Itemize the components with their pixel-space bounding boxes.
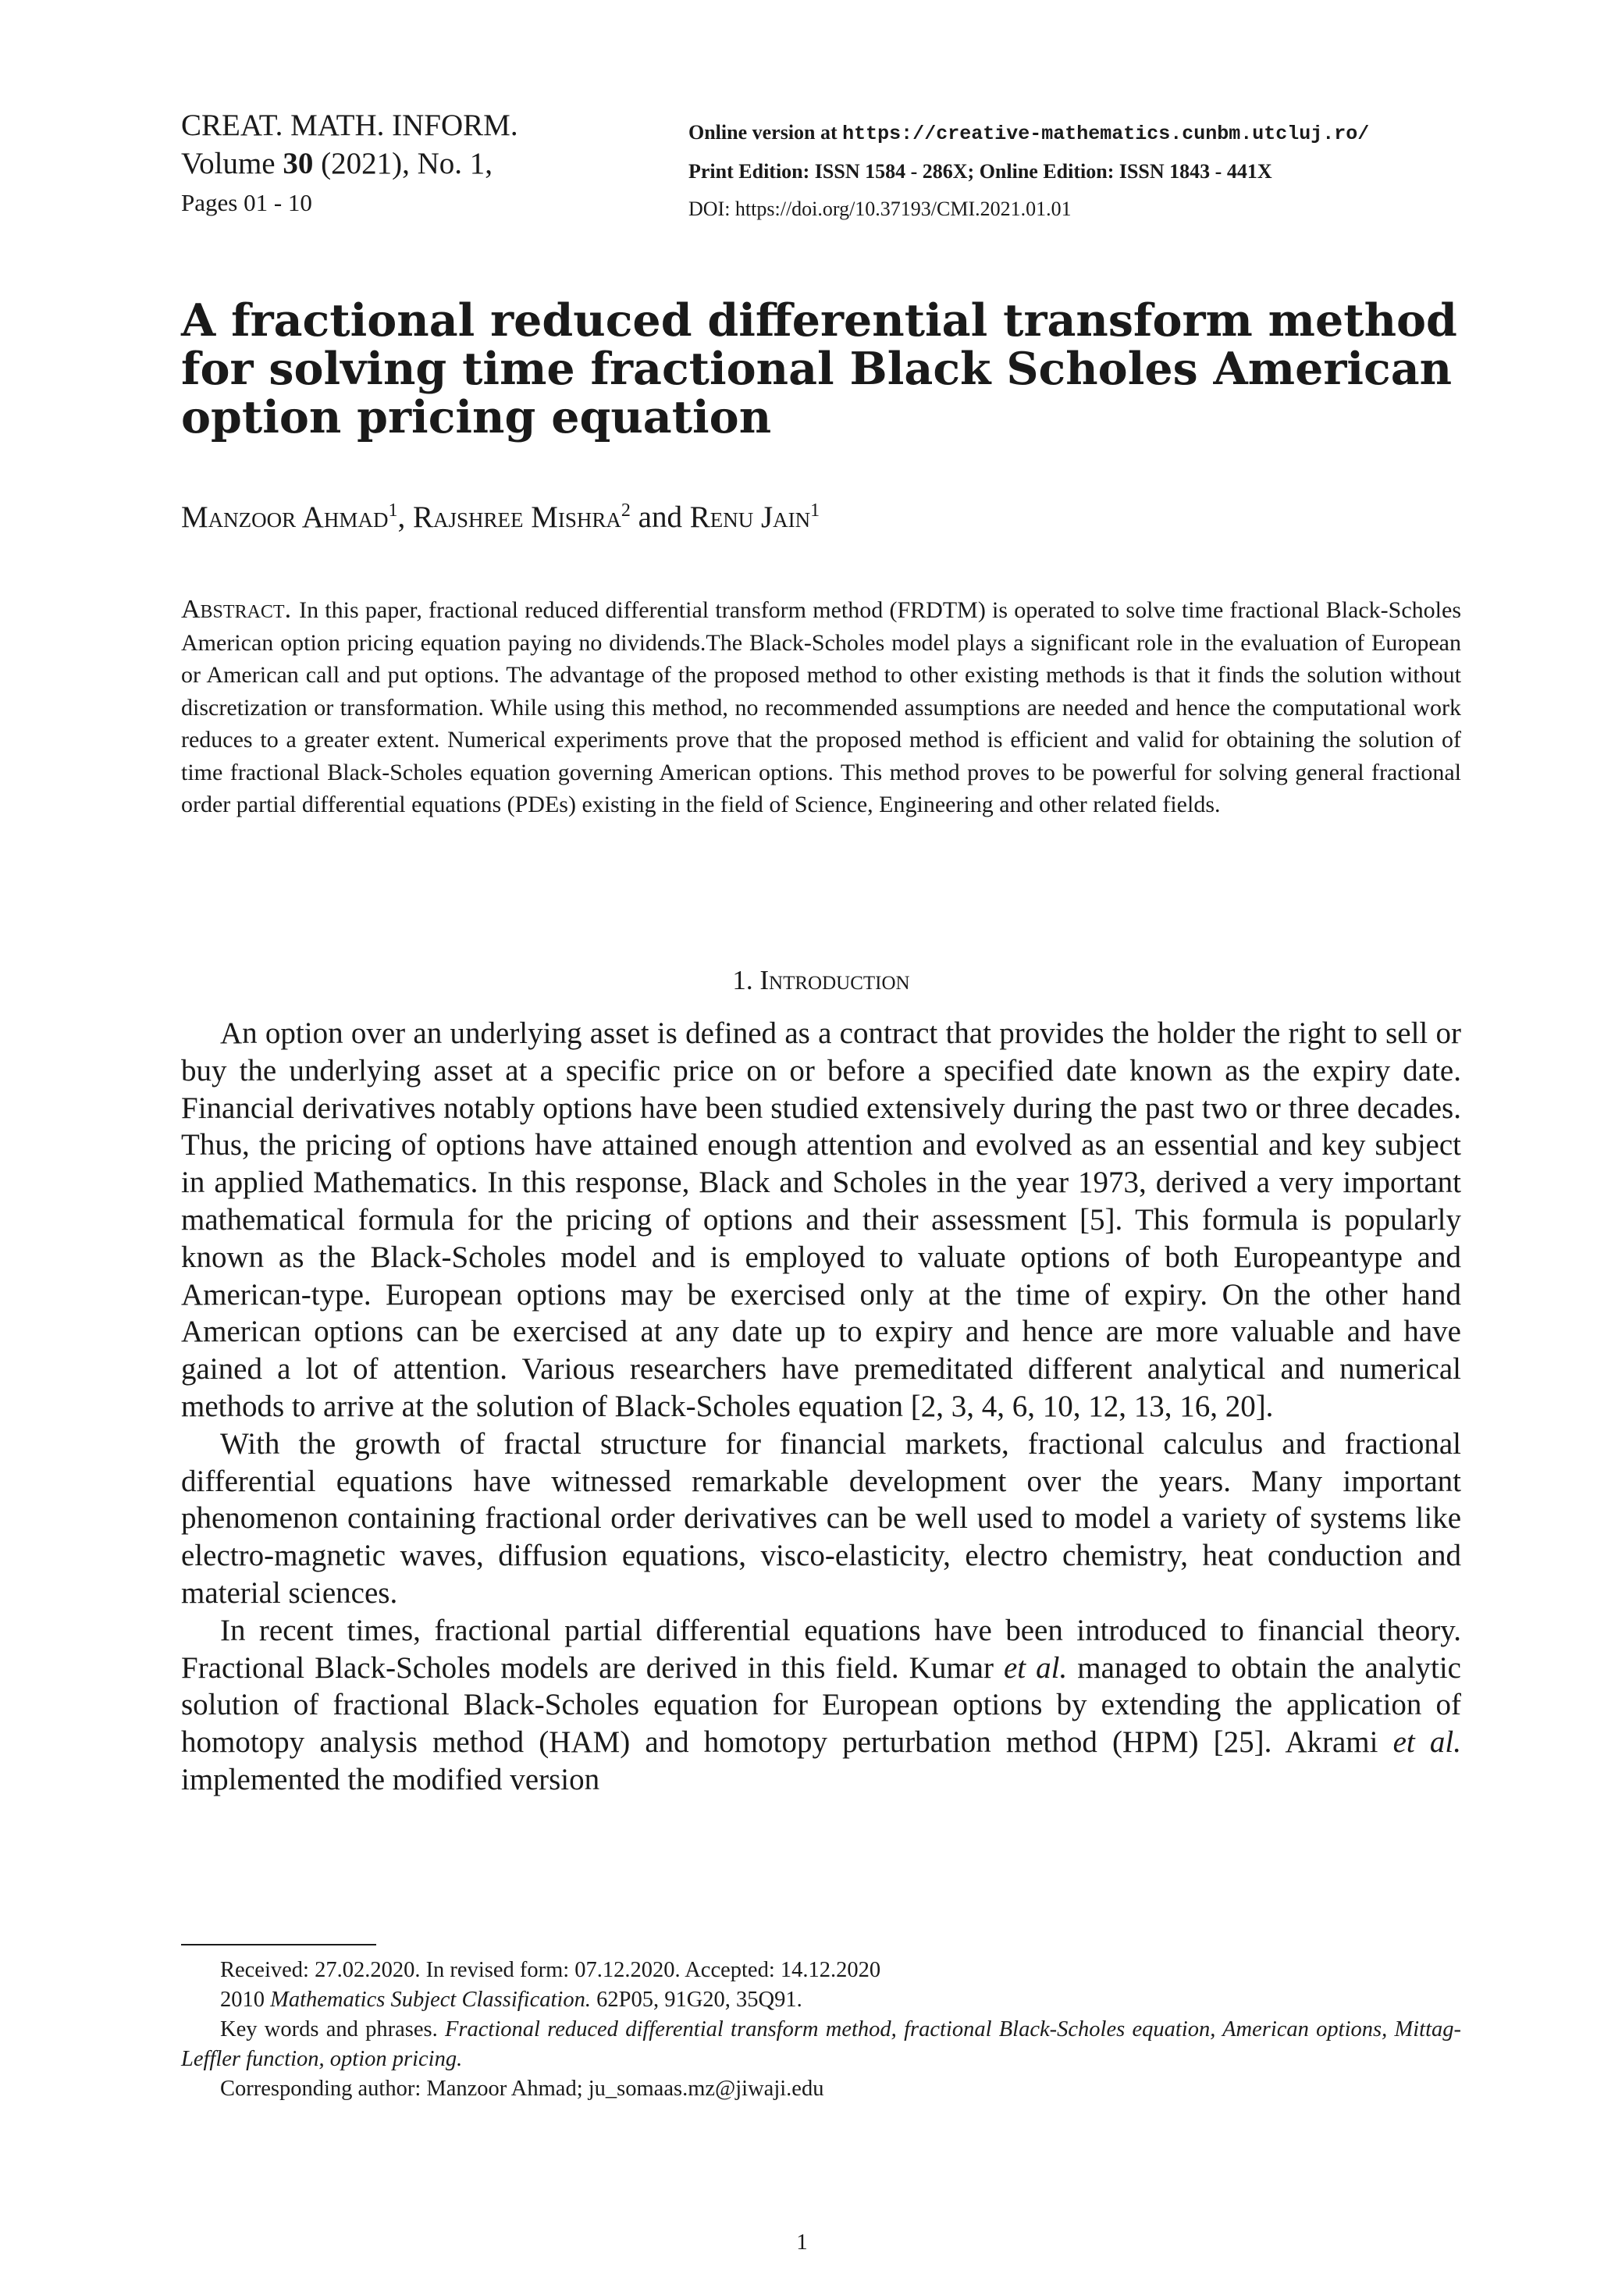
page-number: 1 xyxy=(796,2230,808,2255)
online-version-line: Online version at https://creative-mathematics.cunbm.utcluj.ro/ xyxy=(688,121,1370,145)
received-dates: Received: 27.02.2020. In revised form: 07.12.2020. Accepted: 14.12.2020 xyxy=(220,1958,881,1982)
body-paragraph: An option over an underlying asset is defined as a contract that provides the holder the right to sell or buy the underlying asset at a specific price on or before a specified date known as the expiry date. Financial derivatives notably options have been studied extensively during the past two or three decades. Thus, the pricing of options have attained enough attention and evolved as an essential and key subject in applied Mathematics. In this response, Black and Scholes in the year 1973, derived a very important mathematical formula for the pricing of options and their assessment [5]. This formula is popularly known as the Black-Scholes model and is employed to valuate options of both Europeantype and American-type. European options may be exercised only at the time of expiry. On the other hand American options can be exercised at any date up to expiry and hence are more valuable and have gained a lot of attention. Various researchers have premeditated different analytical and numerical methods to arrive at the solution of Black-Scholes equation [2, 3, 4, 6, 10, 12, 13, 16, 20]. xyxy=(181,1016,1461,1423)
volume-number: 30 xyxy=(283,147,314,180)
abstract-label: Abstract. xyxy=(181,595,292,624)
journal-pages: Pages 01 - 10 xyxy=(181,189,312,216)
journal-header xyxy=(181,106,1477,231)
footnotes xyxy=(181,1956,1461,2104)
footnote-divider xyxy=(181,1944,376,1945)
section-title: Introduction xyxy=(759,965,910,995)
author-name: Rajshree Mishra xyxy=(412,500,621,534)
author-name: Manzoor Ahmad xyxy=(181,500,389,534)
body-paragraph: With the growth of fractal structure for financial markets, fractional calculus and fractional differential equations have witnessed remarkable development over the years. Many important phenomenon containing fractional order derivatives can be well used to model a variety of systems like electro-magnetic waves, diffusion equations, visco-elasticity, electro chemistry, heat conduction and material sciences. xyxy=(181,1426,1461,1610)
journal-publication-info xyxy=(688,114,1485,228)
abstract-text: In this paper, fractional reduced differential transform method (FRDTM) is operated to solve time fractional Black-Scholes American option pricing equation paying no dividends.The Black-Scholes model plays a significant role in the evaluation of European or American call and put options. The advantage of the proposed method to other existing methods is that it finds the solution without discretization or transformation. While using this method, no recommended assumptions are needed and hence the computational work reduces to a greater extent. Numerical experiments prove that the proposed method is efficient and valid for obtaining the solution of time fractional Black-Scholes equation governing American options. This method proves to be powerful for solving general fractional order partial differential equations (PDEs) existing in the field of Science, Engineering and other related fields. xyxy=(181,597,1461,817)
author-affiliation: 1 xyxy=(388,500,398,521)
journal-citation xyxy=(181,106,518,223)
online-url-link[interactable]: https://creative-mathematics.cunbm.utcluj.ro/ xyxy=(842,123,1370,145)
keywords: Key words and phrases. Fractional reduced differential transform method, fractional Black-Scholes equation, American options, Mittag-Leffler function, option pricing. xyxy=(181,2017,1461,2071)
author-affiliation: 1 xyxy=(810,500,820,521)
corresponding-author: Corresponding author: Manzoor Ahmad; ju_somaas.mz@jiwaji.edu xyxy=(220,2077,824,2101)
body-paragraph: In recent times, fractional partial differential equations have been introduced to financial theory. Fractional Black-Scholes models are derived in this field. Kumar et al. managed to obtain the analytic solution of fractional Black-Scholes equation for European options by extending the application of homotopy analysis method (HAM) and homotopy perturbation method (HPM) [25]. Akrami et al. implemented the modified version xyxy=(181,1613,1461,1796)
paper-title: A fractional reduced differential transform method for solving time fractional Black Scholes American option pricing equation xyxy=(181,294,1457,443)
journal-volume: Volume 30 (2021), No. 1, xyxy=(181,147,493,180)
body-text xyxy=(181,1015,1461,1799)
section-number: 1. xyxy=(732,965,753,995)
author-name: Renu Jain xyxy=(689,500,811,534)
msc-classification: 2010 Mathematics Subject Classification. 62P05, 91G20, 35Q91. xyxy=(220,1988,802,2012)
section-heading xyxy=(181,963,1461,998)
abstract xyxy=(181,593,1461,821)
issn-line: Print Edition: ISSN 1584 - 286X; Online Edition: ISSN 1843 - 441X xyxy=(688,160,1272,183)
journal-name: CREAT. MATH. INFORM. xyxy=(181,109,518,142)
author-list: Manzoor Ahmad$^1$, Rajshree Mishra$^2$ and Renu Jain$^1$ xyxy=(181,500,820,534)
doi-link[interactable]: DOI: https://doi.org/10.37193/CMI.2021.01.01 xyxy=(688,198,1072,220)
author-affiliation: 2 xyxy=(621,500,631,521)
